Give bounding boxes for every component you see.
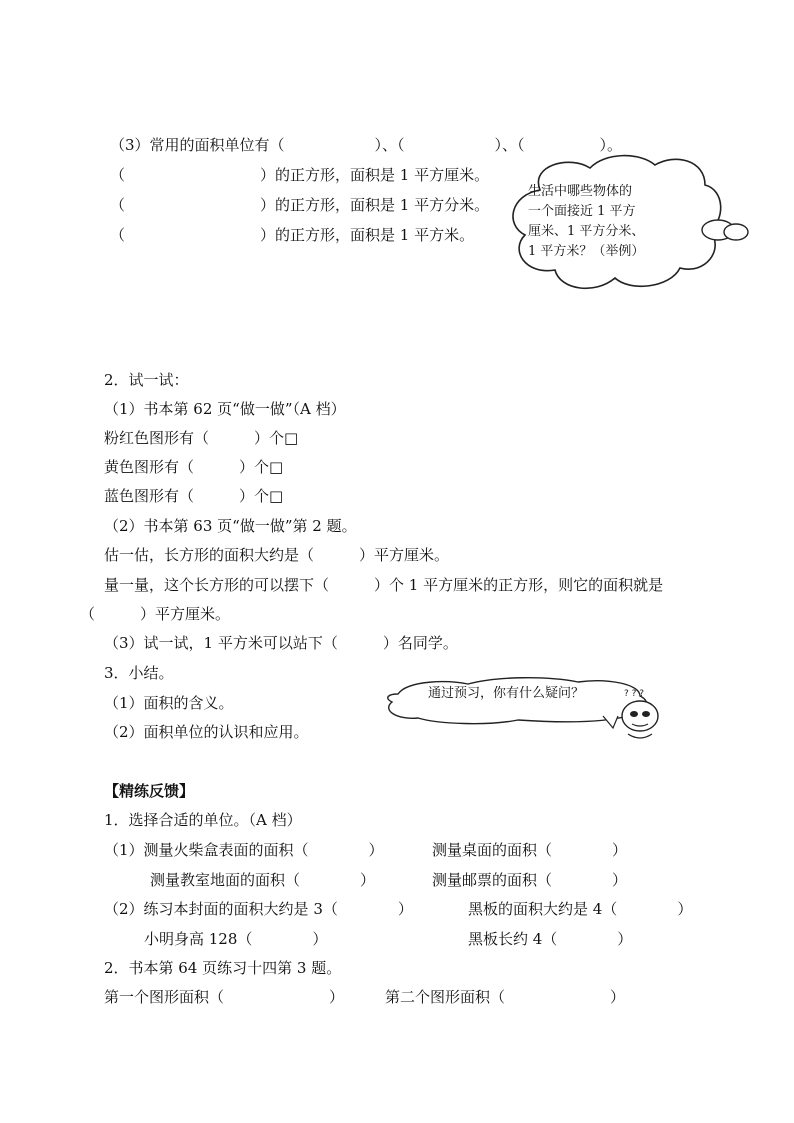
practice-row2-left: 测量教室地面的面积（ ）: [150, 871, 376, 889]
pink-shapes: 粉红色图形有（ ）个□: [104, 429, 299, 447]
question-p62: （1）书本第 62 页“做一做”（A 档）: [104, 400, 346, 418]
question-cm2: （ ）的正方形，面积是 1 平方厘米。: [110, 166, 490, 184]
svg-text:? ? ?: ? ? ?: [624, 689, 645, 699]
practice-q2-title: 2．书本第 64 页练习十四第 3 题。: [104, 959, 342, 977]
blue-shapes: 蓝色图形有（ ）个□: [104, 487, 284, 505]
practice-row3-right: 黑板的面积大约是 4（ ）: [468, 900, 693, 918]
summary-title: 3．小结。: [104, 664, 174, 682]
cloud-line-2: 一个面接近 1 平方: [528, 204, 636, 219]
practice-row3-left: （2）练习本封面的面积大约是 3（ ）: [104, 900, 413, 918]
question-dm2: （ ）的正方形，面积是 1 平方分米。: [110, 196, 490, 214]
practice-row2-right: 测量邮票的面积（ ）: [432, 871, 628, 889]
question-units: （3）常用的面积单位有（ ）、（ ）、（ ）。: [110, 136, 623, 154]
figure2-area: 第二个图形面积（ ）: [385, 988, 626, 1006]
yellow-shapes: 黄色图形有（ ）个□: [104, 458, 284, 476]
question-1m2-students: （3）试一试，1 平方米可以站下（ ）名同学。: [104, 634, 458, 652]
figure1-area: 第一个图形面积（ ）: [104, 988, 345, 1006]
practice-row4-left: 小明身高 128（ ）: [144, 930, 328, 948]
section-try-title: 2．试一试：: [104, 371, 189, 389]
practice-heading: 【精练反馈】: [104, 782, 195, 800]
cloud-line-3: 厘米、1 平方分米、: [528, 224, 645, 239]
cloud-line-4: 1 平方米？（举例）: [528, 244, 645, 259]
speech-bubble-text: 通过预习，你有什么疑问？: [428, 686, 585, 701]
measure-line-1: 量一量，这个长方形的可以摆下（ ）个 1 平方厘米的正方形，则它的面积就是: [104, 576, 664, 594]
question-p63: （2）书本第 63 页“做一做”第 2 题。: [104, 517, 357, 535]
summary-item-2: （2）面积单位的认识和应用。: [104, 723, 309, 741]
practice-row4-right: 黑板长约 4（ ）: [468, 930, 633, 948]
practice-row1-left: （1）测量火柴盒表面的面积（ ）: [104, 841, 384, 859]
estimate-line: 估一估，长方形的面积大约是（ ）平方厘米。: [104, 546, 450, 564]
practice-row1-right: 测量桌面的面积（ ）: [432, 841, 628, 859]
measure-line-2: （ ）平方厘米。: [80, 605, 231, 623]
question-m2: （ ）的正方形，面积是 1 平方米。: [110, 226, 475, 244]
practice-q1-title: 1．选择合适的单位。（A 档）: [104, 811, 302, 829]
cloud-line-1: 生活中哪些物体的: [528, 184, 633, 199]
summary-item-1: （1）面积的含义。: [104, 694, 234, 712]
